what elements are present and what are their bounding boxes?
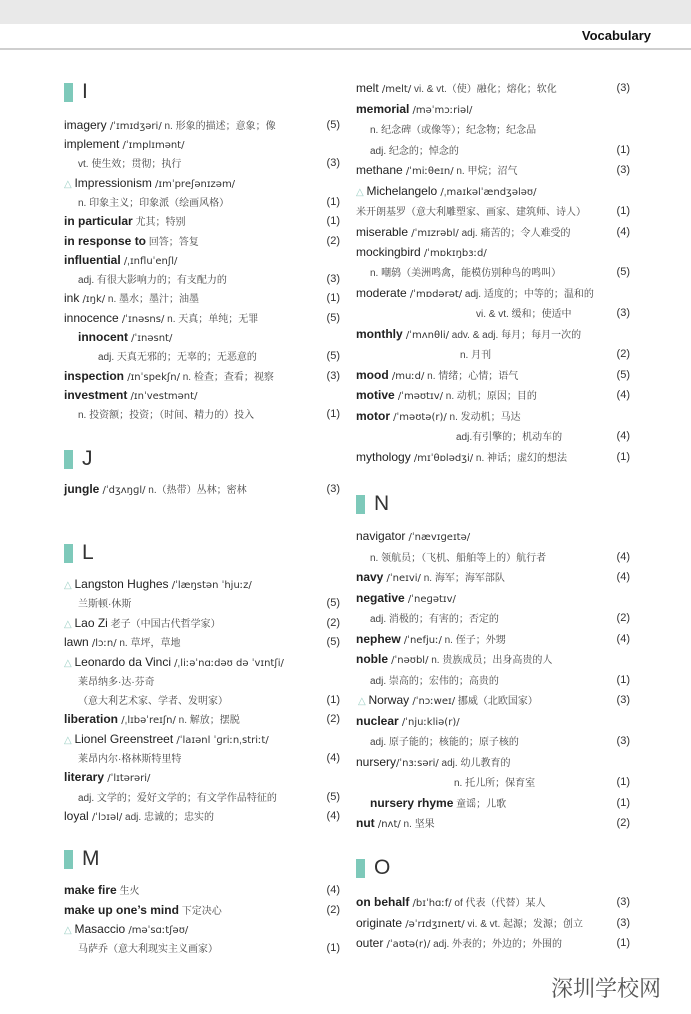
definition: n. 形象的描述；意象；像 [161,121,276,132]
entry-line [356,386,630,405]
phonetic: /ˈdʒʌŋɡl/ [99,485,146,496]
headword: nuclear [356,714,399,728]
unit-number: (4) [616,633,630,645]
phonetic: /ˈnævɪɡeɪtə/ [405,532,471,543]
definition: adj. 适度的；中等的；温和的 [462,289,594,300]
headword: motive [356,388,395,402]
unit-number: (3) [616,164,630,176]
definition: adj.有引擎的；机动车的 [456,432,563,443]
entry-line [64,174,340,193]
definition: vt. 使生效；贯彻；执行 [78,159,182,170]
headword: mood [356,368,389,382]
definition: （意大利艺术家、学者、发明家） [78,696,228,707]
headword: Michelangelo [366,184,438,198]
definition: 生火 [116,886,140,897]
headword: influential [64,253,121,267]
phonetic: /ɪnˈvestmənt/ [127,391,198,402]
headword: implement [64,137,120,151]
unit-number: (1) [616,674,630,686]
entry-line [64,901,340,920]
definition: adj. 幼儿教育的 [438,758,511,769]
unit-number: (1) [326,694,340,706]
proper-noun-triangle-icon: △ [64,658,75,669]
unit-number: (5) [326,350,340,362]
headword: Lionel Greenstreet [74,732,174,746]
entry-line [64,251,340,270]
definition: vi. & vt.（使）融化；熔化；软化 [411,84,557,95]
definition: n. 发动机；马达 [446,412,521,423]
entry-line [64,881,340,900]
unit-number: (3) [326,483,340,495]
entry-line [356,671,630,690]
unit-number: (4) [616,389,630,401]
definition: vi. & vt. 缓和；使适中 [476,309,572,320]
entry-line [356,630,630,649]
definition: 米开朗基罗（意大利雕塑家、画家、建筑师、诗人） [356,207,586,218]
definition: n. 印象主义；印象派（绘画风格） [78,198,230,209]
entry-line [64,807,340,826]
definition: adj. 崇高的；宏伟的；高贵的 [370,676,499,687]
unit-number: (5) [326,636,340,648]
definition: n. 甲烷；沼气 [453,166,518,177]
unit-number: (4) [616,226,630,238]
phonetic: /ˈlɔɪəl/ [88,812,123,823]
section-header: Vocabulary [581,28,651,43]
top-band [0,0,691,24]
entry-line [356,427,630,446]
entry-line [64,788,340,807]
unit-number: (1) [616,776,630,788]
phonetic: /ˌmaɪkəlˈændʒələʊ/ [437,187,537,198]
phonetic: /məˈsɑːtʃəʊ/ [125,925,189,936]
entry-line [64,480,340,499]
phonetic: /ˈlɪtərəri/ [104,773,151,784]
phonetic: /ˈnəʊbl/ [388,655,429,666]
definition: 下定决心 [178,906,222,917]
definition: n. 托儿所；保育室 [454,778,536,789]
phonetic: /ˈlaɪənl ˈɡriːnˌstriːt/ [173,735,269,746]
definition: n.（热带）丛林；密林 [145,485,247,496]
definition: 童谣；儿歌 [453,799,507,810]
headword: nephew [356,632,401,646]
headword: mythology [356,450,411,464]
letter-label: L [82,541,94,564]
unit-number: (4) [326,752,340,764]
phonetic: /ˈnefjuː/ [400,635,442,646]
headword: moderate [356,286,407,300]
entry-line [64,270,340,289]
definition: adj. 文学的；爱好文学的；有文学作品特征的 [78,793,277,804]
definition: n. 草坪，草地 [116,638,181,649]
definition: n. 动机；原因；目的 [442,391,537,402]
unit-number: (1) [326,292,340,304]
unit-number: (3) [616,735,630,747]
headword: nursery rhyme [370,796,454,810]
phonetic: /ˌliːəˈnɑːdəʊ də ˈvɪntʃi/ [171,658,284,669]
unit-number: (5) [326,119,340,131]
proper-noun-triangle-icon: △ [64,179,75,190]
entry-line [356,548,630,567]
unit-number: (1) [326,942,340,954]
unit-number: (4) [616,551,630,563]
definition: n. 神话；虚幻的想法 [473,453,568,464]
phonetic: /ˈmɒdərət/ [406,289,463,300]
entry-line [356,79,630,98]
unit-number: (3) [326,370,340,382]
phonetic: /ˈneɡətɪv/ [404,594,456,605]
letter-label: I [82,80,88,103]
phonetic: /ˈlæŋstən ˈhjuːz/ [168,580,252,591]
entry-line [64,691,340,710]
entry-line [356,325,630,344]
definition: n. 月刊 [460,350,492,361]
definition: 老子（中国古代哲学家） [107,619,221,630]
definition: adj. 有很大影响力的；有支配力的 [78,275,227,286]
entry-line [356,732,630,751]
phonetic: /ˈməʊtɪv/ [394,391,443,402]
definition: 回答；答复 [146,237,199,248]
definition: n. 情绪；心情；语气 [424,371,519,382]
entry-line [356,691,630,710]
entry-line [356,773,630,792]
headword: jungle [64,482,100,496]
entry-line [356,650,630,669]
definition: adj. 忠诚的；忠实的 [122,812,214,823]
entry-line [64,653,340,672]
entry-line [64,594,340,613]
entry-line [64,920,340,939]
unit-number: (2) [326,713,340,725]
headword: navigator [356,529,406,543]
letter-bar [64,450,73,469]
entry-line [356,568,630,587]
definition: adj. 痛苦的；令人难受的 [458,228,571,239]
unit-number: (3) [616,896,630,908]
definition: 尤其；特别 [132,217,186,228]
definition: n. 检查；查看；视察 [179,372,274,383]
definition: adj. 天真无邪的；无辜的；无恶意的 [98,352,257,363]
entry-line [64,367,340,386]
entry-line [64,405,340,424]
definition: adj. 消极的；有害的；否定的 [370,614,499,625]
definition: n. 嘲鸫（美洲鸣禽，能模仿别种鸟的鸣叫） [370,268,562,279]
unit-number: (2) [326,235,340,247]
headword: navy [356,570,384,584]
unit-number: (5) [326,791,340,803]
entry-line [356,712,630,731]
letter-label: O [374,856,391,879]
headword: make up one’s mind [64,903,179,917]
entry-line [64,116,340,135]
definition: n. 解放；摆脱 [175,715,240,726]
proper-noun-triangle-icon: △ [64,580,75,591]
phonetic: /melt/ [378,84,412,95]
unit-number: (5) [326,312,340,324]
letter-label: M [82,847,100,870]
phonetic: /ɪnˈspekʃn/ [124,372,180,383]
definition: n. 坚果 [400,819,435,830]
unit-number: (1) [616,144,630,156]
entry-line [64,193,340,212]
phonetic: /muːd/ [388,371,425,382]
unit-number: (3) [326,157,340,169]
definition: 兰斯顿·休斯 [78,599,132,610]
phonetic: /bɪˈhɑːf/ [409,898,452,909]
unit-number: (1) [326,408,340,420]
headword: loyal [64,809,89,823]
headword: investment [64,388,128,402]
definition: n. 纪念碑（或像等）；纪念物；纪念品 [370,125,537,136]
entry-line [356,814,630,833]
headword: make fire [64,883,117,897]
phonetic: /ˈnɜːsəri/ [396,758,439,769]
phonetic: /ˈmɪzrəbl/ [408,228,459,239]
entry-line [356,934,630,953]
phonetic: /ˈɪnəsnt/ [128,333,173,344]
entry-line [356,243,630,262]
phonetic: /lɔːn/ [88,638,117,649]
entry-line [64,154,340,173]
entry-line [64,614,340,633]
unit-number: (5) [616,266,630,278]
entry-line [64,575,340,594]
phonetic: /ˈmiːθeɪn/ [402,166,454,177]
unit-number: (1) [326,215,340,227]
entry-line [356,161,630,180]
headword: Langston Hughes [74,577,169,591]
headword: noble [356,652,388,666]
entry-line [64,386,340,405]
phonetic: /ɪmˈpreʃənɪzəm/ [151,179,236,190]
headword: monthly [356,327,403,341]
unit-number: (4) [616,571,630,583]
proper-noun-triangle-icon: △ [64,619,75,630]
phonetic: /ˈɪmɪdʒəri/ [106,121,162,132]
phonetic: /ˈɪnəsns/ [118,314,165,325]
entry-line [356,893,630,912]
phonetic: /ˈməʊtə(r)/ [390,412,447,423]
phonetic: /ɪŋk/ [79,294,106,305]
headword: inspection [64,369,125,383]
definition: 莱昂内尔·格林斯特里特 [78,754,182,765]
phonetic: /ˈneɪvi/ [383,573,421,584]
definition: 挪威（北欧国家） [455,696,538,707]
entry-line [356,609,630,628]
phonetic: /nʌt/ [374,819,401,830]
entry-line [356,182,630,201]
headword: originate [356,916,403,930]
headword: in particular [64,214,133,228]
proper-noun-triangle-icon: △ [64,925,75,936]
definition: n. 贵族成员；出身高贵的人 [428,655,553,666]
phonetic: /ˈnɔːweɪ/ [409,696,456,707]
entry-line [64,749,340,768]
headword: Impressionism [74,176,152,190]
headword: lawn [64,635,89,649]
headword: ink [64,291,80,305]
headword: methane [356,163,403,177]
entry-line [356,448,630,467]
phonetic: /ˈnjuːkliə(r)/ [398,717,460,728]
phonetic: /əˈrɪdʒɪneɪt/ [402,919,465,930]
unit-number: (1) [616,797,630,809]
entry-line [64,135,340,154]
phonetic: /ˈmɒkɪŋbɜːd/ [420,248,487,259]
unit-number: (4) [326,810,340,822]
phonetic: /ˌlɪbəˈreɪʃn/ [118,715,176,726]
headword: Masaccio [74,922,126,936]
entry-line [356,345,630,364]
headword: Leonardo da Vinci [74,655,171,669]
headword: motor [356,409,390,423]
entry-line [64,347,340,366]
definition: of 代表（代替）某人 [451,898,546,909]
unit-number: (3) [616,917,630,929]
entry-line [356,263,630,282]
phonetic: /ˌɪnfluˈenʃl/ [120,256,178,267]
definition: n. 侄子；外甥 [441,635,506,646]
unit-number: (5) [326,597,340,609]
headword: Lao Zi [74,616,108,630]
headword: in response to [64,234,147,248]
unit-number: (2) [616,348,630,360]
headword: nursery [356,755,397,769]
entry-line [64,289,340,308]
entry-line [356,100,630,119]
headword: on behalf [356,895,410,909]
unit-number: (1) [616,937,630,949]
headword: imagery [64,118,107,132]
unit-number: (2) [616,817,630,829]
entry-line [356,141,630,160]
headword: outer [356,936,384,950]
entry-line [64,730,340,749]
definition: 莱昂纳多·达·芬奇 [78,677,155,688]
entry-line [64,710,340,729]
letter-bar [356,859,365,878]
definition: adj. 纪念的；悼念的 [370,146,459,157]
letter-label: N [374,492,390,515]
unit-number: (3) [616,694,630,706]
definition: adv. & adj. 每月；每月一次的 [449,330,582,341]
definition: vi. & vt. 起源；发源；创立 [464,919,583,930]
entry-line [356,794,630,813]
unit-number: (4) [616,430,630,442]
entry-line [356,753,630,772]
letter-bar [64,83,73,102]
entry-line [356,202,630,221]
headword: nut [356,816,375,830]
unit-number: (5) [616,369,630,381]
entry-line [356,120,630,139]
definition: n. 投资额；投资；（时间、精力的）投入 [78,410,255,421]
headword: negative [356,591,405,605]
phonetic: /ˈaʊtə(r)/ [383,939,431,950]
unit-number: (2) [326,617,340,629]
definition: adj. 原子能的；核能的；原子核的 [370,737,519,748]
unit-number: (2) [616,612,630,624]
unit-number: (1) [616,205,630,217]
definition: n. 海军；海军部队 [420,573,505,584]
headword: mockingbird [356,245,421,259]
headword: innocence [64,311,119,325]
entry-line [356,527,630,546]
entry-line [356,304,630,323]
entry-line [356,407,630,426]
phonetic: /ˈɪmplɪmənt/ [119,140,185,151]
unit-number: (2) [326,904,340,916]
unit-number: (1) [326,196,340,208]
headword: memorial [356,102,410,116]
unit-number: (3) [616,307,630,319]
unit-number: (3) [326,273,340,285]
headword: liberation [64,712,119,726]
letter-bar [64,850,73,869]
headword: melt [356,81,379,95]
phonetic: /mɪˈθɒlədʒi/ [410,453,474,464]
entry-line [356,589,630,608]
proper-noun-triangle-icon: △ [358,696,369,707]
headword: innocent [78,330,128,344]
entry-line [356,223,630,242]
definition: 马萨乔（意大利现实主义画家） [78,944,218,955]
entry-line [64,309,340,328]
definition: n. 领航员；（飞机、船舶等上的）航行者 [370,553,547,564]
entry-line [356,914,630,933]
unit-number: (3) [616,82,630,94]
unit-number: (1) [616,451,630,463]
entry-line [64,633,340,652]
watermark: 深圳学校网 [550,977,661,1002]
header-rule [0,48,691,50]
entry-line [64,939,340,958]
letter-bar [64,544,73,563]
definition: n. 天真；单纯；无罪 [164,314,259,325]
headword: miserable [356,225,409,239]
definition: n. 墨水；墨汁；油墨 [105,294,200,305]
entry-line [64,212,340,231]
entry-line [356,284,630,303]
letter-bar [356,495,365,514]
entry-line [356,366,630,385]
headword: literary [64,770,105,784]
entry-line [64,768,340,787]
unit-number: (4) [326,884,340,896]
proper-noun-triangle-icon: △ [356,187,367,198]
phonetic: /məˈmɔːriəl/ [409,105,473,116]
definition: adj. 外表的；外边的；外围的 [430,939,563,950]
headword: Norway [368,693,410,707]
entry-line [64,672,340,691]
proper-noun-triangle-icon: △ [64,735,75,746]
letter-label: J [82,447,93,470]
phonetic: /ˈmʌnθli/ [402,330,450,341]
entry-line [64,232,340,251]
entry-line [64,328,340,347]
